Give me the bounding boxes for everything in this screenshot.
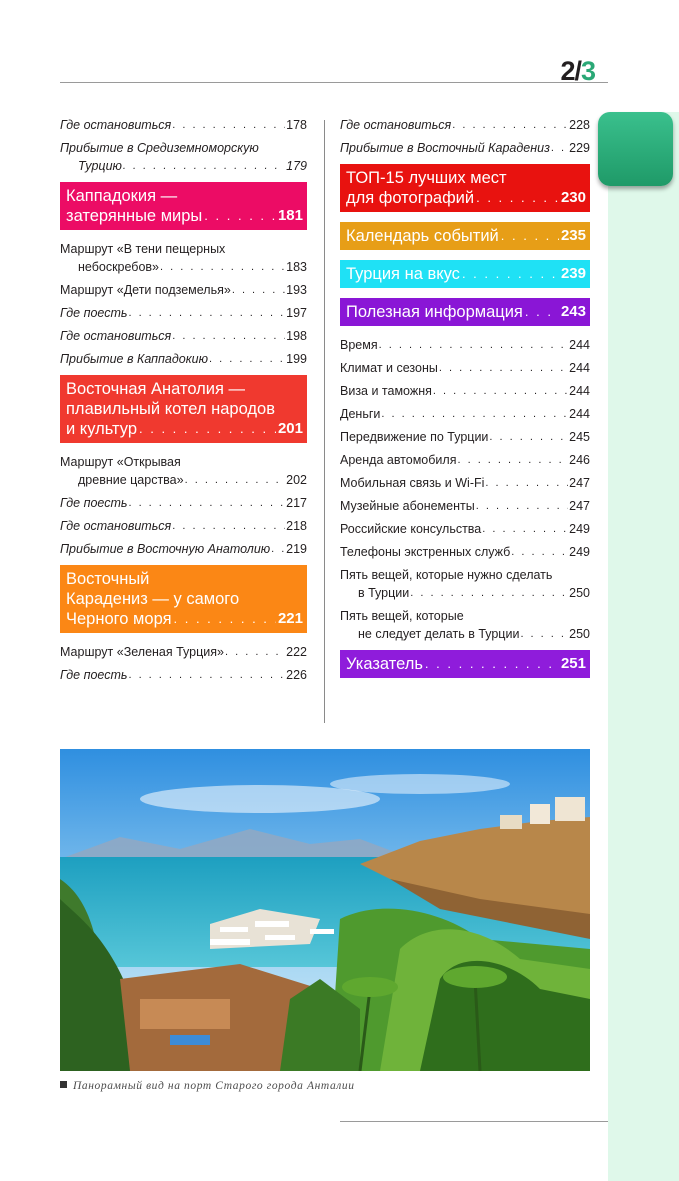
toc-entry[interactable]: Где остановиться . . . 198: [60, 327, 307, 345]
page-number: [560, 56, 595, 87]
toc-entry[interactable]: Время . . . 244: [340, 336, 590, 354]
toc-entry[interactable]: Маршрут «Открывая древние царства» . . . 202: [60, 453, 307, 489]
chapter-top15[interactable]: ТОП-15 лучших мест для фотографий . . . 230: [340, 164, 590, 212]
chapter-cappadocia[interactable]: Каппадокия — затерянные миры . . . 181: [60, 182, 307, 230]
toc-entry[interactable]: Деньги . . . 244: [340, 405, 590, 423]
toc-entry[interactable]: Пять вещей, которые не следует делать в Турции . . . 250: [340, 607, 590, 643]
toc-entry[interactable]: Музейные абонементы . . . 247: [340, 497, 590, 515]
toc-entry[interactable]: Прибытие в Восточную Анатолию . . . 219: [60, 540, 307, 558]
side-strip: [608, 112, 679, 1181]
toc-entry[interactable]: Где поесть . . . 217: [60, 494, 307, 512]
column-divider: [324, 120, 325, 723]
toc-entry[interactable]: Где остановиться . . . 178: [60, 116, 307, 134]
chapter-index[interactable]: Указатель . . . 251: [340, 650, 590, 678]
toc-entry[interactable]: Пять вещей, которые нужно сделать в Турции . . . 250: [340, 566, 590, 602]
top-rule: [60, 82, 608, 83]
toc-entry[interactable]: Где остановиться . . . 218: [60, 517, 307, 535]
toc-entry[interactable]: Передвижение по Турции . . . 245: [340, 428, 590, 446]
toc-entry[interactable]: Климат и сезоны . . . 244: [340, 359, 590, 377]
toc-entry[interactable]: Аренда автомобиля . . . 246: [340, 451, 590, 469]
toc-right-column: [340, 116, 590, 688]
bottom-rule: [340, 1121, 608, 1122]
toc-entry[interactable]: Где поесть . . . 226: [60, 666, 307, 684]
toc-entry[interactable]: Где остановиться . . . 228: [340, 116, 590, 134]
chapter-calendar[interactable]: Календарь событий . . . 235: [340, 222, 590, 250]
antalya-harbor-photo: [60, 749, 590, 1071]
chapter-east-karadeniz[interactable]: Восточный Карадениз — у самого Черного моря . . . 221: [60, 565, 307, 633]
toc-entry[interactable]: Где поесть . . . 197: [60, 304, 307, 322]
chapter-taste[interactable]: Турция на вкус . . . 239: [340, 260, 590, 288]
toc-entry[interactable]: Прибытие в Средиземноморскую Турцию . . . 179: [60, 139, 307, 175]
chapter-east-anatolia[interactable]: Восточная Анатолия — плавильный котел народов и культур . . . 201: [60, 375, 307, 443]
chapter-useful-info[interactable]: Полезная информация . . . 243: [340, 298, 590, 326]
chapter-tab[interactable]: [598, 112, 673, 186]
toc-entry[interactable]: Маршрут «В тени пещерных небоскребов» . . . 183: [60, 240, 307, 276]
photo-caption: Панорамный вид на порт Старого города Анталии: [60, 1080, 355, 1092]
toc-entry[interactable]: Прибытие в Каппадокию . . . 199: [60, 350, 307, 368]
toc-left-column: [60, 116, 307, 689]
toc-entry[interactable]: Мобильная связь и Wi-Fi . . . 247: [340, 474, 590, 492]
toc-entry[interactable]: Маршрут «Дети подземелья» . . . 193: [60, 281, 307, 299]
toc-entry[interactable]: Маршрут «Зеленая Турция» . . . 222: [60, 643, 307, 661]
toc-entry[interactable]: Виза и таможня . . . 244: [340, 382, 590, 400]
page-current: 2/: [560, 56, 581, 86]
page-total: 3: [580, 56, 595, 86]
toc-entry[interactable]: Российские консульства . . . 249: [340, 520, 590, 538]
caption-square-icon: [60, 1081, 67, 1088]
toc-entry[interactable]: Телефоны экстренных служб . . . 249: [340, 543, 590, 561]
toc-entry[interactable]: Прибытие в Восточный Карадениз . . . 229: [340, 139, 590, 157]
